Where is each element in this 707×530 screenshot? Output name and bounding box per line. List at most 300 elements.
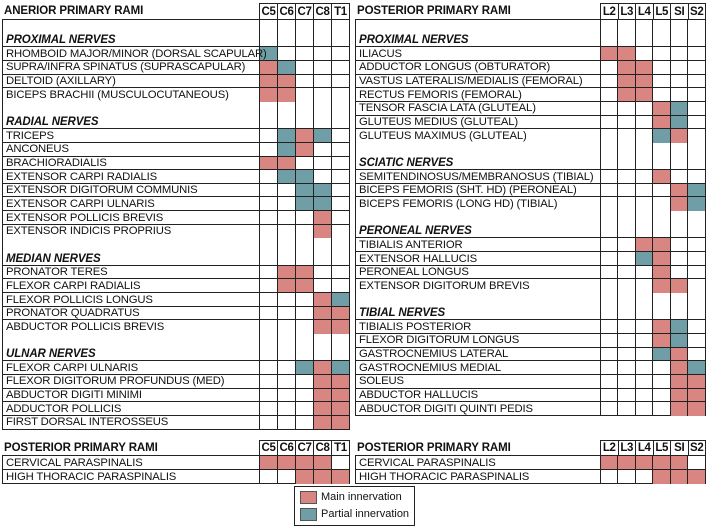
partial-innervation-cell-l5	[653, 129, 671, 143]
muscle-label: EXTENSOR INDICIS PROPRIUS	[6, 225, 172, 238]
column-header-l2: L2	[600, 3, 619, 19]
column-header-t1: T1	[331, 440, 350, 455]
main-innervation-cell-l5	[653, 102, 671, 116]
partial-innervation-cell-c7	[295, 197, 313, 211]
muscle-label: EXTENSOR DIGITORUM COMMUNIS	[6, 184, 198, 197]
row-divider	[3, 142, 350, 143]
main-innervation-cell-t1	[331, 320, 349, 334]
row-divider	[356, 128, 706, 129]
table-row	[356, 389, 706, 403]
row-divider	[3, 210, 350, 211]
row-divider	[3, 415, 350, 416]
table-row	[356, 348, 706, 362]
column-divider	[652, 456, 653, 484]
row-divider	[3, 128, 350, 129]
table-row	[3, 307, 350, 321]
main-innervation-cell-l2	[600, 456, 618, 470]
table-row	[356, 75, 706, 89]
column-divider	[259, 20, 260, 430]
main-innervation-cell-c8	[313, 470, 331, 484]
row-divider	[356, 374, 706, 375]
partial-innervation-cell-c6	[277, 170, 295, 184]
row-divider	[3, 360, 350, 361]
main-innervation-cell-si	[670, 402, 688, 416]
column-header-si: SI	[670, 440, 689, 455]
table-row	[356, 47, 706, 61]
row-divider	[356, 74, 706, 75]
column-divider	[331, 456, 332, 484]
table-row	[3, 184, 350, 198]
partial-innervation-cell-c7	[295, 170, 313, 184]
main-innervation-cell-s2	[688, 375, 706, 389]
main-innervation-cell-c7	[295, 279, 313, 293]
column-header-t1: T1	[331, 3, 350, 19]
table-row	[356, 266, 706, 280]
main-innervation-cell-c8	[313, 456, 331, 470]
main-innervation-cell-c7	[295, 266, 313, 280]
row-divider	[3, 319, 350, 320]
main-innervation-cell-t1	[331, 307, 349, 321]
table-row	[356, 402, 706, 416]
muscle-label: ILIACUS	[359, 47, 402, 60]
partial-innervation-cell-l4	[635, 252, 653, 266]
table-row	[3, 88, 350, 102]
muscle-label: GLUTEUS MEDIUS (GLUTEAL)	[359, 116, 518, 129]
partial-innervation-cell-c7	[295, 361, 313, 375]
row-divider	[356, 360, 706, 361]
row-divider	[3, 60, 350, 61]
main-innervation-cell-si	[670, 197, 688, 211]
muscle-label: EXTENSOR HALLUCIS	[359, 252, 477, 265]
main-innervation-cell-c6	[277, 279, 295, 293]
row-divider	[356, 319, 706, 320]
row-divider	[3, 265, 350, 266]
row-divider	[3, 224, 350, 225]
table-row	[356, 61, 706, 75]
partial-innervation-cell-c8	[313, 197, 331, 211]
main-innervation-cell-c5	[259, 456, 277, 470]
main-innervation-cell-l4	[635, 238, 653, 252]
column-divider	[670, 20, 671, 416]
section-header: PROXIMAL NERVES	[359, 34, 469, 47]
muscle-label: ABDUCTOR DIGITI QUINTI PEDIS	[359, 402, 533, 415]
muscle-label: RECTUS FEMORIS (FEMORAL)	[359, 88, 522, 101]
main-innervation-cell-t1	[331, 375, 349, 389]
column-divider	[687, 456, 688, 484]
main-innervation-cell-c8	[313, 375, 331, 389]
muscle-label: CERVICAL PARASPINALIS	[359, 456, 496, 469]
main-innervation-cell-si	[670, 470, 688, 484]
partial-innervation-swatch	[300, 508, 317, 521]
row-divider	[3, 401, 350, 402]
main-innervation-swatch	[300, 491, 317, 504]
row-divider	[356, 265, 706, 266]
column-header-l4: L4	[635, 3, 654, 19]
partial-innervation-cell-si	[670, 334, 688, 348]
main-innervation-cell-l3	[618, 88, 636, 102]
muscle-label: PRONATOR QUADRATUS	[6, 307, 140, 320]
main-innervation-cell-l4	[635, 88, 653, 102]
column-header-c8: C8	[313, 3, 332, 19]
table-row	[3, 143, 350, 157]
row-divider	[3, 156, 350, 157]
partial-innervation-cell-s2	[688, 197, 706, 211]
muscle-label: ABDUCTOR HALLUCIS	[359, 389, 479, 402]
row-divider	[356, 278, 706, 279]
main-innervation-cell-si	[670, 389, 688, 403]
column-divider	[600, 456, 601, 484]
table-title: ANERIOR PRIMARY RAMI	[4, 5, 144, 17]
column-header-si: SI	[670, 3, 689, 19]
column-divider	[277, 20, 278, 430]
column-header-s2: S2	[688, 440, 707, 455]
main-innervation-cell-c8	[313, 416, 331, 430]
section-header: TIBIAL NERVES	[359, 307, 446, 320]
table-row	[3, 170, 350, 184]
muscle-label: BICEPS FEMORIS (SHT. HD) (PERONEAL)	[359, 184, 577, 197]
row-divider	[3, 74, 350, 75]
table-row	[3, 197, 350, 211]
main-innervation-cell-c5	[259, 61, 277, 75]
section-header: MEDIAN NERVES	[6, 252, 101, 265]
muscle-label: BRACHIORADIALIS	[6, 157, 107, 169]
row-divider	[3, 183, 350, 184]
main-innervation-cell-t1	[331, 402, 349, 416]
main-innervation-cell-l2	[600, 47, 618, 61]
main-innervation-cell-si	[670, 129, 688, 143]
main-innervation-cell-c6	[277, 157, 295, 171]
column-header-c5: C5	[259, 3, 278, 19]
main-innervation-cell-s2	[688, 402, 706, 416]
main-innervation-cell-c6	[277, 75, 295, 89]
table-row	[3, 470, 350, 484]
table-row	[3, 293, 350, 307]
row-divider	[356, 60, 706, 61]
main-innervation-cell-l5	[653, 116, 671, 130]
table-title: POSTERIOR PRIMARY RAMI	[357, 442, 511, 454]
muscle-label: BICEPS BRACHII (MUSCULOCUTANEOUS)	[6, 88, 229, 101]
table-row	[3, 266, 350, 280]
table-row	[3, 47, 350, 61]
column-divider	[687, 20, 688, 416]
column-divider	[600, 20, 601, 416]
table-row	[3, 129, 350, 143]
main-innervation-cell-t1	[331, 470, 349, 484]
muscle-label: EXTENSOR CARPI RADIALIS	[6, 170, 157, 183]
muscle-label: ADDUCTOR POLLICIS	[6, 402, 122, 415]
table-row	[356, 184, 706, 198]
table-row	[3, 456, 350, 470]
table-row	[356, 320, 706, 334]
main-innervation-cell-c6	[277, 266, 295, 280]
column-divider	[295, 20, 296, 430]
table-row	[3, 389, 350, 403]
muscle-label: CERVICAL PARASPINALIS	[6, 456, 143, 469]
table-row	[3, 225, 350, 239]
column-header-c6: C6	[277, 440, 296, 455]
main-innervation-cell-c6	[277, 88, 295, 102]
column-divider	[331, 20, 332, 430]
muscle-label: RHOMBOID MAJOR/MINOR (DORSAL SCAPULAR)	[6, 47, 267, 60]
column-divider	[670, 456, 671, 484]
column-header-l3: L3	[618, 440, 637, 455]
row-divider	[3, 278, 350, 279]
table-row	[356, 170, 706, 184]
partial-innervation-cell-t1	[331, 361, 349, 375]
main-innervation-cell-l3	[618, 75, 636, 89]
main-innervation-cell-t1	[331, 389, 349, 403]
row-divider	[356, 87, 706, 88]
partial-innervation-cell-c8	[313, 129, 331, 143]
muscle-label: HIGH THORACIC PARASPINALIS	[6, 470, 177, 483]
column-header-l5: L5	[653, 3, 672, 19]
partial-innervation-cell-c6	[277, 143, 295, 157]
column-divider	[259, 456, 260, 484]
main-innervation-cell-c5	[259, 75, 277, 89]
table-row	[3, 75, 350, 89]
section-header: PERONEAL NERVES	[359, 225, 472, 238]
partial-innervation-cell-c6	[277, 129, 295, 143]
main-innervation-cell-l3	[618, 456, 636, 470]
table-row	[3, 279, 350, 293]
muscle-label: EXTENSOR CARPI ULNARIS	[6, 197, 155, 210]
main-innervation-cell-l5	[653, 470, 671, 484]
main-innervation-cell-l5	[653, 238, 671, 252]
legend-label: Partial innervation	[321, 508, 410, 520]
main-innervation-cell-l5	[653, 334, 671, 348]
muscle-label: ABDUCTOR DIGITI MINIMI	[6, 389, 142, 402]
partial-innervation-cell-si	[670, 320, 688, 334]
row-divider	[356, 237, 706, 238]
row-divider	[356, 347, 706, 348]
table-row	[356, 252, 706, 266]
main-innervation-cell-si	[670, 348, 688, 362]
row-divider	[356, 101, 706, 102]
main-innervation-cell-si	[670, 279, 688, 293]
main-innervation-cell-c5	[259, 88, 277, 102]
main-innervation-cell-t1	[331, 416, 349, 430]
table-row	[356, 88, 706, 102]
main-innervation-cell-l4	[635, 61, 653, 75]
table-title: POSTERIOR PRIMARY RAMI	[4, 442, 158, 454]
muscle-label: TIBIALIS ANTERIOR	[359, 238, 463, 251]
legend-label: Main innervation	[321, 491, 402, 503]
row-divider	[356, 469, 706, 470]
main-innervation-cell-c7	[295, 129, 313, 143]
main-innervation-cell-s2	[688, 389, 706, 403]
section-header: RADIAL NERVES	[6, 116, 99, 129]
main-innervation-cell-c7	[295, 470, 313, 484]
main-innervation-cell-si	[670, 361, 688, 375]
main-innervation-cell-c8	[313, 211, 331, 225]
row-divider	[356, 169, 706, 170]
table-grid	[355, 455, 706, 484]
main-innervation-cell-si	[670, 456, 688, 470]
row-divider	[356, 46, 706, 47]
main-innervation-cell-l5	[653, 320, 671, 334]
muscle-label: PRONATOR TERES	[6, 266, 108, 279]
main-innervation-cell-l3	[618, 47, 636, 61]
muscle-label: VASTUS LATERALIS/MEDIALIS (FEMORAL)	[359, 75, 583, 88]
column-header-c7: C7	[295, 3, 314, 19]
row-divider	[3, 388, 350, 389]
muscle-label: GLUTEUS MAXIMUS (GLUTEAL)	[359, 129, 527, 142]
column-header-l5: L5	[653, 440, 672, 455]
table-row	[356, 102, 706, 116]
muscle-label: ABDUCTOR POLLICIS BREVIS	[6, 320, 165, 333]
muscle-label: PERONEAL LONGUS	[359, 266, 469, 279]
table-row	[356, 129, 706, 143]
row-divider	[3, 46, 350, 47]
muscle-label: SEMITENDINOSUS/MEMBRANOSUS (TIBIAL)	[359, 170, 594, 183]
partial-innervation-cell-t1	[331, 293, 349, 307]
main-innervation-cell-c8	[313, 361, 331, 375]
column-header-c5: C5	[259, 440, 278, 455]
main-innervation-cell-l5	[653, 266, 671, 280]
table-row	[356, 116, 706, 130]
table-row	[356, 279, 706, 293]
row-divider	[3, 374, 350, 375]
muscle-label: EXTENSOR POLLICIS BREVIS	[6, 211, 164, 224]
row-divider	[3, 306, 350, 307]
main-innervation-cell-c5	[259, 157, 277, 171]
main-innervation-cell-s2	[688, 470, 706, 484]
muscle-label: ANCONEUS	[6, 143, 69, 156]
partial-innervation-cell-si	[670, 102, 688, 116]
muscle-label: FLEXOR CARPI RADIALIS	[6, 279, 141, 292]
column-header-c7: C7	[295, 440, 314, 455]
main-innervation-cell-c7	[295, 143, 313, 157]
row-divider	[356, 401, 706, 402]
table-row	[3, 361, 350, 375]
main-innervation-cell-si	[670, 375, 688, 389]
muscle-label: HIGH THORACIC PARASPINALIS	[359, 470, 530, 483]
main-innervation-cell-si	[670, 184, 688, 198]
table-grid	[2, 455, 350, 484]
table-row	[356, 238, 706, 252]
row-divider	[3, 196, 350, 197]
column-divider	[617, 456, 618, 484]
muscle-label: FLEXOR DIGITORUM LONGUS	[359, 334, 520, 347]
column-divider	[313, 20, 314, 430]
row-divider	[3, 469, 350, 470]
partial-innervation-cell-c6	[277, 61, 295, 75]
row-divider	[356, 333, 706, 334]
muscle-label: SUPRA/INFRA SPINATUS (SUPRASCAPULAR)	[6, 61, 246, 74]
row-divider	[3, 169, 350, 170]
main-innervation-cell-c6	[277, 456, 295, 470]
section-header: ULNAR NERVES	[6, 348, 96, 361]
table-row	[3, 157, 350, 171]
column-divider	[635, 456, 636, 484]
muscle-label: DELTOID (AXILLARY)	[6, 75, 116, 88]
column-header-s2: S2	[688, 3, 707, 19]
column-header-c6: C6	[277, 3, 296, 19]
muscle-label: TRICEPS	[6, 129, 54, 142]
column-divider	[652, 20, 653, 416]
section-header: SCIATIC NERVES	[359, 157, 454, 169]
column-header-c8: C8	[313, 440, 332, 455]
muscle-label: TIBIALIS POSTERIOR	[359, 320, 472, 333]
table-row	[3, 211, 350, 225]
main-innervation-cell-l5	[653, 279, 671, 293]
main-innervation-cell-c7	[295, 456, 313, 470]
column-header-l3: L3	[618, 3, 637, 19]
column-header-l4: L4	[635, 440, 654, 455]
partial-innervation-cell-si	[670, 116, 688, 130]
main-innervation-cell-c8	[313, 389, 331, 403]
row-divider	[356, 183, 706, 184]
table-row	[356, 456, 706, 470]
table-row	[3, 402, 350, 416]
muscle-label: GASTROCNEMIUS MEDIAL	[359, 361, 501, 374]
column-divider	[313, 456, 314, 484]
main-innervation-cell-c8	[313, 307, 331, 321]
table-row	[356, 375, 706, 389]
column-divider	[617, 20, 618, 416]
partial-innervation-cell-s2	[688, 184, 706, 198]
main-innervation-cell-l3	[618, 61, 636, 75]
muscle-label: TENSOR FASCIA LATA (GLUTEAL)	[359, 102, 536, 115]
row-divider	[356, 251, 706, 252]
muscle-label: GASTROCNEMIUS LATERAL	[359, 348, 509, 361]
row-divider	[3, 87, 350, 88]
partial-innervation-cell-s2	[688, 361, 706, 375]
main-innervation-cell-l5	[653, 252, 671, 266]
main-innervation-cell-l5	[653, 456, 671, 470]
muscle-label: FLEXOR POLLICIS LONGUS	[6, 293, 153, 306]
partial-innervation-cell-c7	[295, 184, 313, 198]
muscle-label: EXTENSOR DIGITORUM BREVIS	[359, 279, 530, 292]
table-row	[356, 470, 706, 484]
main-innervation-cell-c8	[313, 293, 331, 307]
table-row	[356, 197, 706, 211]
main-innervation-cell-l4	[635, 75, 653, 89]
row-divider	[3, 292, 350, 293]
table-row	[3, 375, 350, 389]
row-divider	[356, 115, 706, 116]
column-divider	[635, 20, 636, 416]
legend	[294, 486, 415, 526]
main-innervation-cell-l5	[653, 170, 671, 184]
table-grid	[355, 19, 706, 416]
section-header: PROXIMAL NERVES	[6, 34, 116, 47]
column-divider	[295, 456, 296, 484]
main-innervation-cell-c8	[313, 402, 331, 416]
table-row	[3, 416, 350, 430]
table-row	[356, 334, 706, 348]
partial-innervation-cell-l5	[653, 348, 671, 362]
muscle-label: FLEXOR DIGITORUM PROFUNDUS (MED)	[6, 375, 225, 388]
column-divider	[277, 456, 278, 484]
muscle-label: SOLEUS	[359, 375, 404, 388]
table-title: POSTERIOR PRIMARY RAMI	[357, 5, 511, 17]
partial-innervation-cell-c8	[313, 184, 331, 198]
muscle-label: BICEPS FEMORIS (LONG HD) (TIBIAL)	[359, 197, 558, 210]
table-row	[356, 361, 706, 375]
main-innervation-cell-c8	[313, 225, 331, 239]
muscle-label: FLEXOR CARPI ULNARIS	[6, 361, 138, 374]
table-row	[3, 61, 350, 75]
main-innervation-cell-l4	[635, 456, 653, 470]
muscle-label: ADDUCTOR LONGUS (OBTURATOR)	[359, 61, 551, 74]
row-divider	[356, 388, 706, 389]
muscle-label: FIRST DORSAL INTEROSSEUS	[6, 416, 169, 429]
column-header-l2: L2	[600, 440, 619, 455]
table-row	[3, 320, 350, 334]
main-innervation-cell-c8	[313, 320, 331, 334]
table-grid	[2, 19, 350, 430]
